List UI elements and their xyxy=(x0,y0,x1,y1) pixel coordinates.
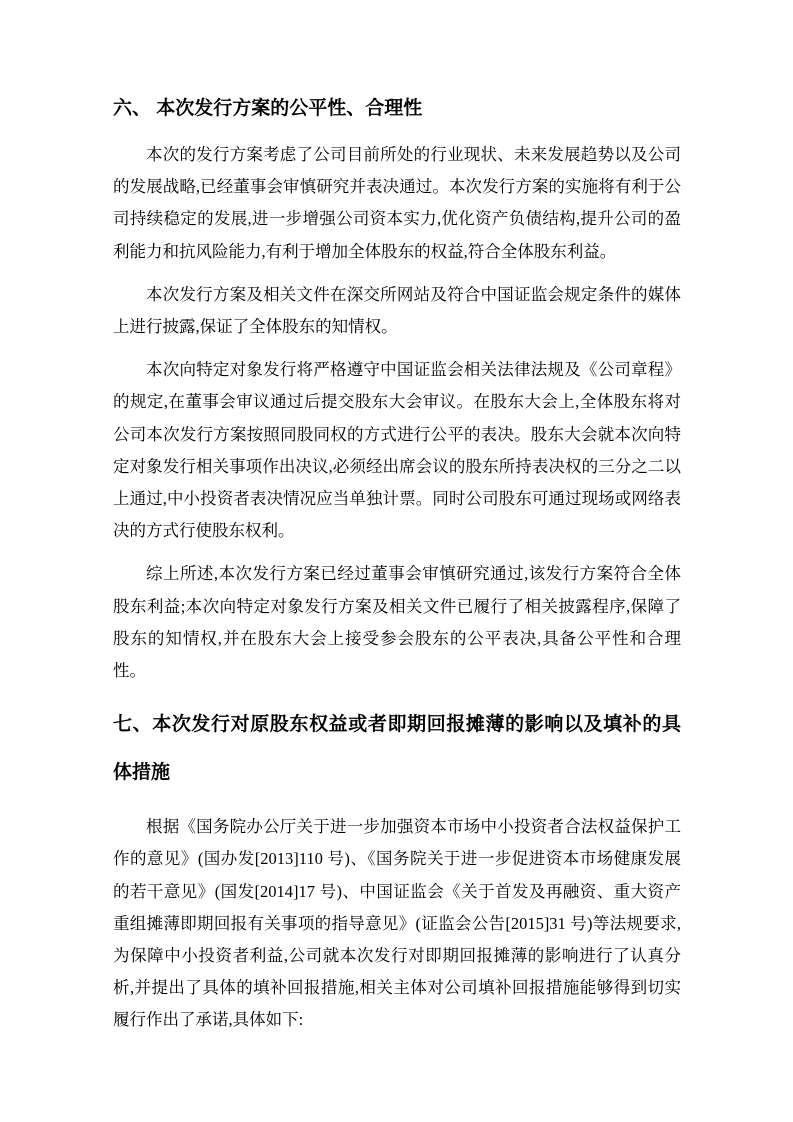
paragraph: 根据《国务院办公厅关于进一步加强资本市场中小投资者合法权益保护工作的意见》(国办发[2013]110 号)、《国务院关于进一步促进资本市场健康发展的若干意见》(国发[2014]17 号)、中国证监会《关于首发及再融资、重大资产重组摊薄即期回报有关事项的指导意见》(证监会公告[2015]31 号)等法规要求,为保障中小投资者利益,公司就本次发行对即期回报摊薄的影响进行了认真分析,并提出了具体的填补回报措施,相关主体对公司填补回报措施能够得到切实履行作出了承诺,具体如下: xyxy=(113,817,681,1030)
paragraph: 本次的发行方案考虑了公司目前所处的行业现状、未来发展趋势以及公司的发展战略,已经董事会审慎研究并表决通过。本次发行方案的实施将有利于公司持续稳定的发展,进一步增强公司资本实力,优化资产负债结构,提升公司的盈利能力和抗风险能力,有利于增加全体股东的权益,符合全体股东利益。 xyxy=(113,145,681,261)
paragraph: 本次向特定对象发行将严格遵守中国证监会相关法律法规及《公司章程》的规定,在董事会审议通过后提交股东大会审议。在股东大会上,全体股东将对公司本次发行方案按照同股同权的方式进行公平的表决。股东大会就本次向特定对象发行相关事项作出决议,必须经出席会议的股东所持表决权的三分之二以上通过,中小投资者表决情况应当单独计票。同时公司股东可通过现场或网络表决的方式行使股东权利。 xyxy=(113,360,681,541)
section-heading-7: 七、本次发行对原股东权益或者即期回报摊薄的影响以及填补的具体措施 xyxy=(113,714,681,784)
section-heading-6: 六、 本次发行方案的公平性、合理性 xyxy=(113,98,423,119)
paragraph: 本次发行方案及相关文件在深交所网站及符合中国证监会规定条件的媒体上进行披露,保证了全体股东的知情权。 xyxy=(113,284,681,337)
paragraph: 综上所述,本次发行方案已经过董事会审慎研究通过,该发行方案符合全体股东利益;本次向特定对象发行方案及相关文件已履行了相关披露程序,保障了股东的知情权,并在股东大会上接受参会股东的公平表决,具备公平性和合理性。 xyxy=(113,564,681,681)
